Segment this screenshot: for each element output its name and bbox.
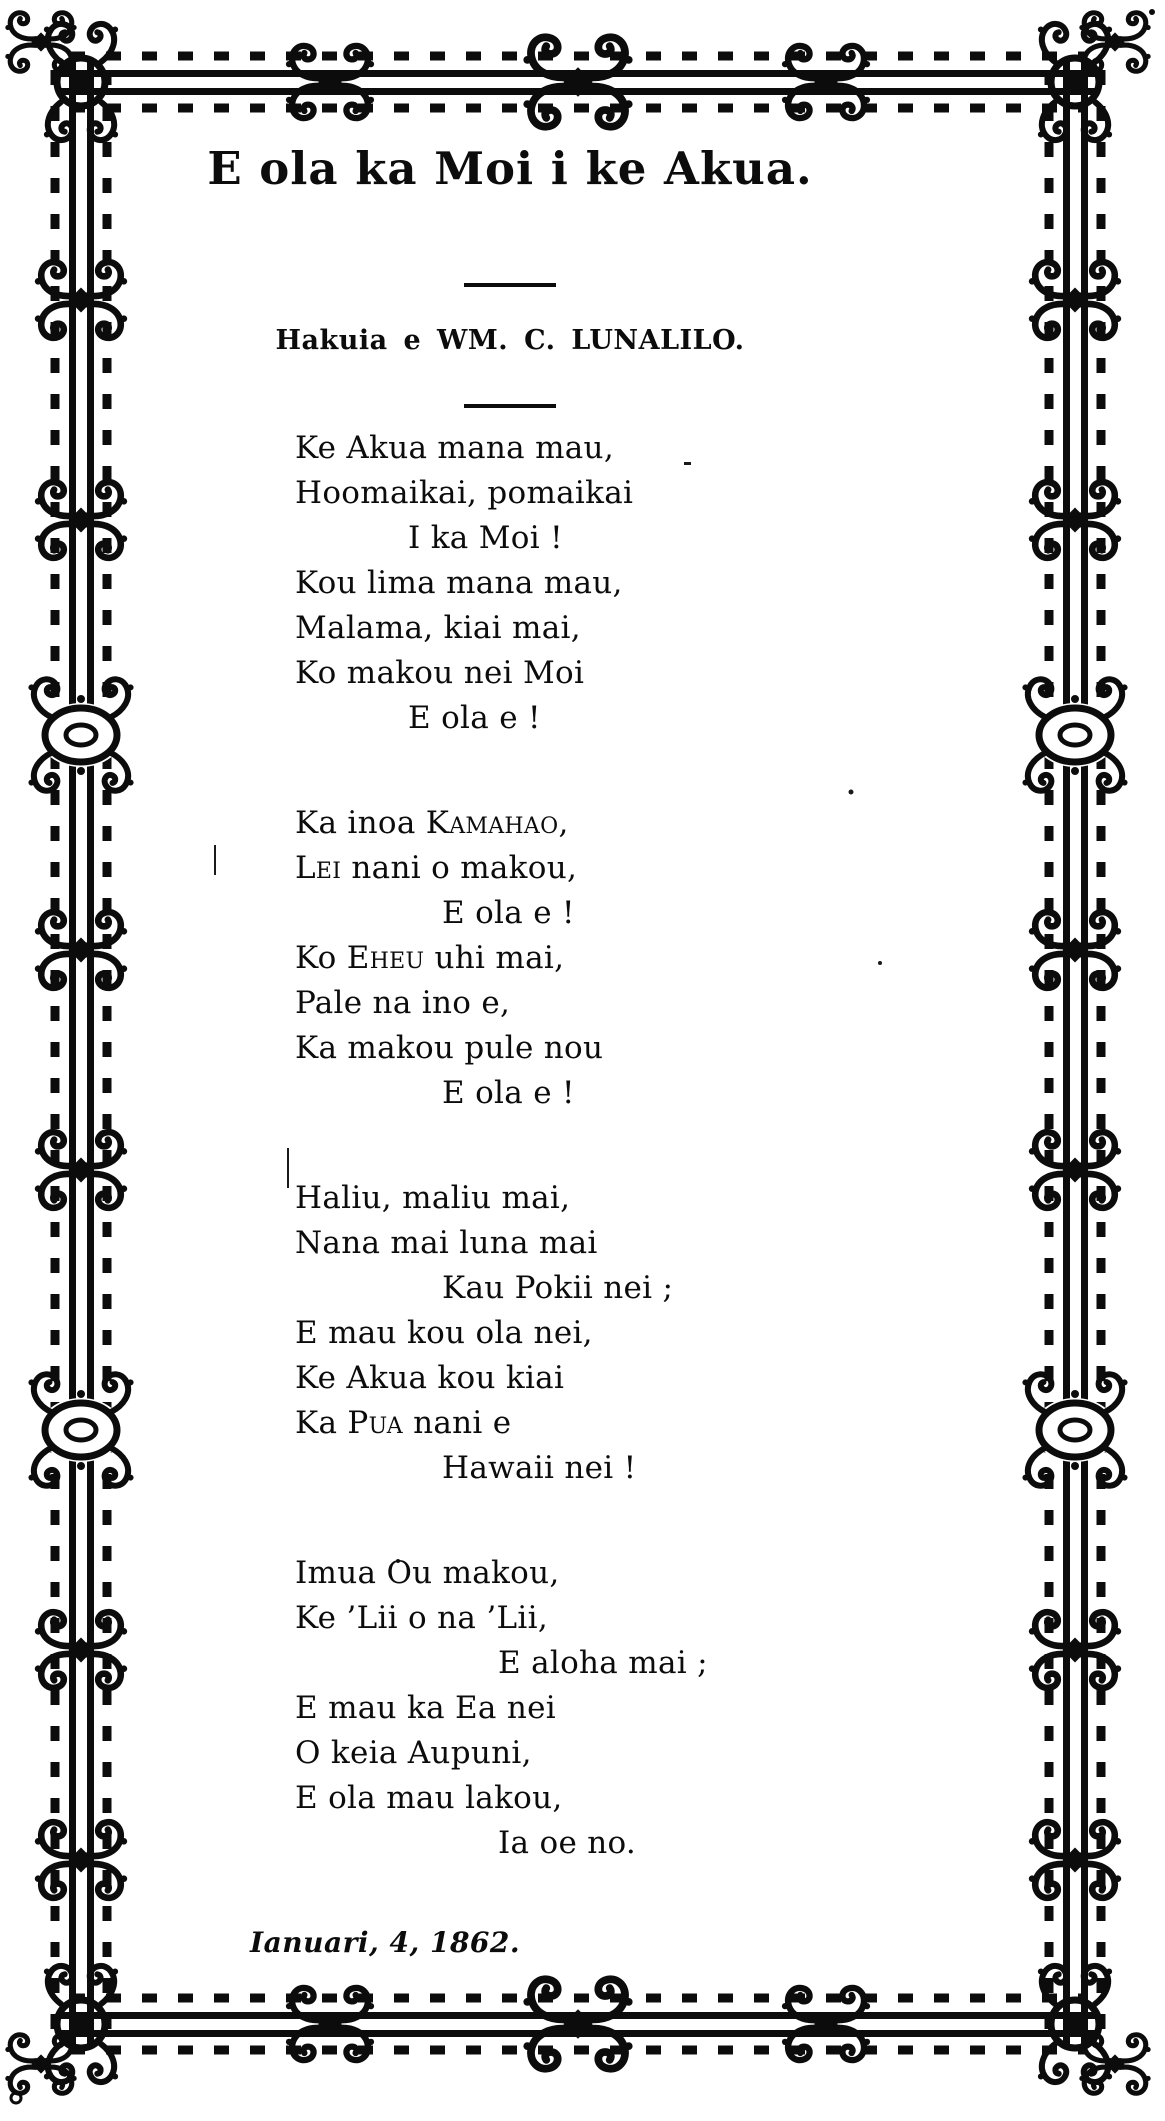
poem-line: Kau Pokii nei ;: [442, 1269, 674, 1306]
poem-line: Lei nani o makou,: [295, 849, 578, 886]
poem-line: O keia Aupuni,: [295, 1734, 532, 1771]
top-border-ornaments: [286, 37, 870, 126]
byline-divider: [464, 404, 556, 408]
left-border-ornaments: [21, 262, 140, 1898]
poem-line: E mau ka Ea nei: [295, 1689, 556, 1726]
date-line: Ianuari, 4, 1862.: [250, 1925, 521, 1959]
poem-line: Hawaii nei !: [442, 1449, 637, 1486]
poem-line: Ko makou nei Moi: [295, 654, 585, 691]
poem-line: E mau kou ola nei,: [295, 1314, 593, 1351]
byline: Hakuia e WM. C. LUNALILO.: [275, 324, 745, 356]
poem-line: Ke Akua mana mau,: [295, 429, 614, 466]
poem-sheet: [190, 120, 830, 1959]
poem-line: E ola e !: [442, 1074, 575, 1111]
poem-line: Malama, kiai mai,: [295, 609, 581, 646]
poem-line: Ke Akua kou kiai: [295, 1359, 565, 1396]
poem-line: Kou lima mana mau,: [295, 564, 623, 601]
bottom-border-ornaments: [286, 1979, 870, 2068]
page-title: E ola ka Moi i ke Akua.: [207, 142, 813, 195]
poem-line: Hoomaikai, pomaikai: [295, 474, 634, 511]
poem-line: Ke ’Lii o na ’Lii,: [295, 1599, 548, 1636]
poem-line: E ola mau lakou,: [295, 1779, 563, 1816]
stanza: [190, 1551, 830, 1866]
poem-line: I ka Moi !: [408, 519, 563, 556]
stanza: [190, 801, 830, 1116]
stanza: [190, 1176, 830, 1491]
poem-line: Pale na ino e,: [295, 984, 511, 1021]
poem-line: Ko Eheu uhi mai,: [295, 939, 565, 976]
stanza: [190, 426, 830, 741]
poem: [190, 426, 830, 1866]
poem-line: Imua Ou makou,: [295, 1554, 560, 1591]
poem-line: E aloha mai ;: [498, 1644, 708, 1681]
poem-line: Ka Pua nani e: [295, 1404, 512, 1441]
poem-line: Ka inoa Kamahao,: [295, 804, 569, 841]
title-divider: [464, 283, 556, 287]
poem-line: Haliu, maliu mai,: [295, 1179, 571, 1216]
poem-line: Ka makou pule nou: [295, 1029, 604, 1066]
poem-line: Ia oe no.: [498, 1824, 637, 1861]
poem-line: Nana mai luna mai: [295, 1224, 598, 1261]
poem-line: E ola e !: [442, 894, 575, 931]
poem-line: E ola e !: [408, 699, 541, 736]
right-border-ornaments: [1015, 262, 1134, 1898]
